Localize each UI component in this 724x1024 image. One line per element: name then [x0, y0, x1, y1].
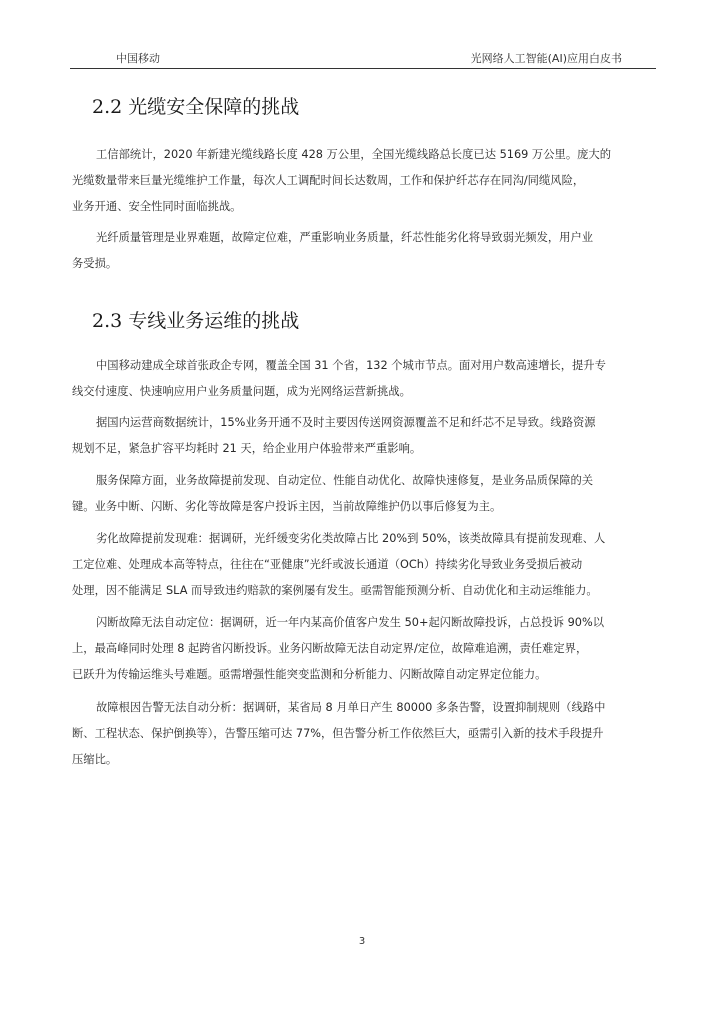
header-company: 中国移动 [116, 52, 160, 65]
paragraph-2-2-1 [72, 142, 656, 220]
text-line: 中国移动建成全球首张政企专网，覆盖全国 31 个省，132 个城市节点。面对用户数高速增长，提升专 [96, 359, 606, 372]
paragraph-2-2-2 [72, 225, 656, 277]
paragraph-2-3-2 [72, 410, 656, 462]
text-line: 光缆数量带来巨量光缆维护工作量，每次人工调配时间长达数周，工作和保护纤芯存在同沟/同缆风险， [72, 174, 585, 187]
text-line: 服务保障方面，业务故障提前发现、自动定位、性能自动优化、故障快速修复，是业务品质保障的关 [96, 474, 594, 487]
paragraph-2-3-4 [72, 526, 656, 604]
text-line: 已跃升为传输运维头号难题。亟需增强性能突变监测和分析能力、闪断故障自动定界定位能力。 [72, 668, 547, 681]
text-line: 压缩比。 [72, 753, 118, 766]
header-document-title: 光网络人工智能(AI)应用白皮书 [470, 52, 622, 65]
text-line: 业务开通、安全性同时面临挑战。 [72, 200, 242, 213]
text-line: 断、工程状态、保护倒换等），告警压缩可达 77%，但告警分析工作依然巨大，亟需引入新的技术手段提升 [72, 727, 604, 740]
text-line: 处理，因不能满足 SLA 而导致违约赔款的案例屡有发生。亟需智能预测分析、自动优化和主动运维能力。 [72, 584, 598, 597]
section-title-2-2: 2.2 光缆安全保障的挑战 [92, 96, 300, 118]
text-line: 光纤质量管理是业界难题，故障定位难，严重影响业务质量，纤芯性能劣化将导致弱光频发，用户业 [96, 231, 594, 244]
paragraph-2-3-6 [72, 695, 656, 773]
text-line: 工定位难、处理成本高等特点，往往在“亚健康”光纤或波长通道（OCh）持续劣化导致业务受损后被动 [72, 558, 583, 571]
text-line: 闪断故障无法自动定位：据调研，近一年内某高价值客户发生 50+起闪断故障投诉，占总投诉 90%以 [96, 616, 605, 629]
text-line: 据国内运营商数据统计，15%业务开通不及时主要因传送网资源覆盖不足和纤芯不足导致。线路资源 [96, 416, 596, 429]
text-line: 键。业务中断、闪断、劣化等故障是客户投诉主因，当前故障维护仍以事后修复为主。 [72, 500, 502, 513]
text-line: 务受损。 [72, 257, 118, 270]
text-line: 故障根因告警无法自动分析：据调研，某省局 8 月单日产生 80000 多条告警，设置抑制规则（线路中 [96, 701, 606, 714]
text-line: 规划不足，紧急扩容平均耗时 21 天，给企业用户体验带来严重影响。 [72, 442, 422, 455]
text-line: 上，最高峰同时处理 8 起跨省闪断投诉。业务闪断故障无法自动定界/定位，故障难追溯，责任难定界， [72, 642, 588, 655]
page-number: 3 [358, 936, 366, 947]
text-line: 线交付速度、快速响应用户业务质量问题，成为光网络运营新挑战。 [72, 385, 411, 398]
header-divider [70, 68, 656, 69]
section-title-2-3: 2.3 专线业务运维的挑战 [92, 310, 300, 332]
text-line: 劣化故障提前发现难：据调研，光纤缓变劣化类故障占比 20%到 50%，该类故障具有提前发现难、人 [96, 532, 606, 545]
text-line: 工信部统计，2020 年新建光缆线路长度 428 万公里，全国光缆线路总长度已达 5169 万公里。庞大的 [96, 148, 612, 161]
paragraph-2-3-1 [72, 353, 656, 405]
paragraph-2-3-3 [72, 468, 656, 520]
paragraph-2-3-5 [72, 610, 656, 688]
